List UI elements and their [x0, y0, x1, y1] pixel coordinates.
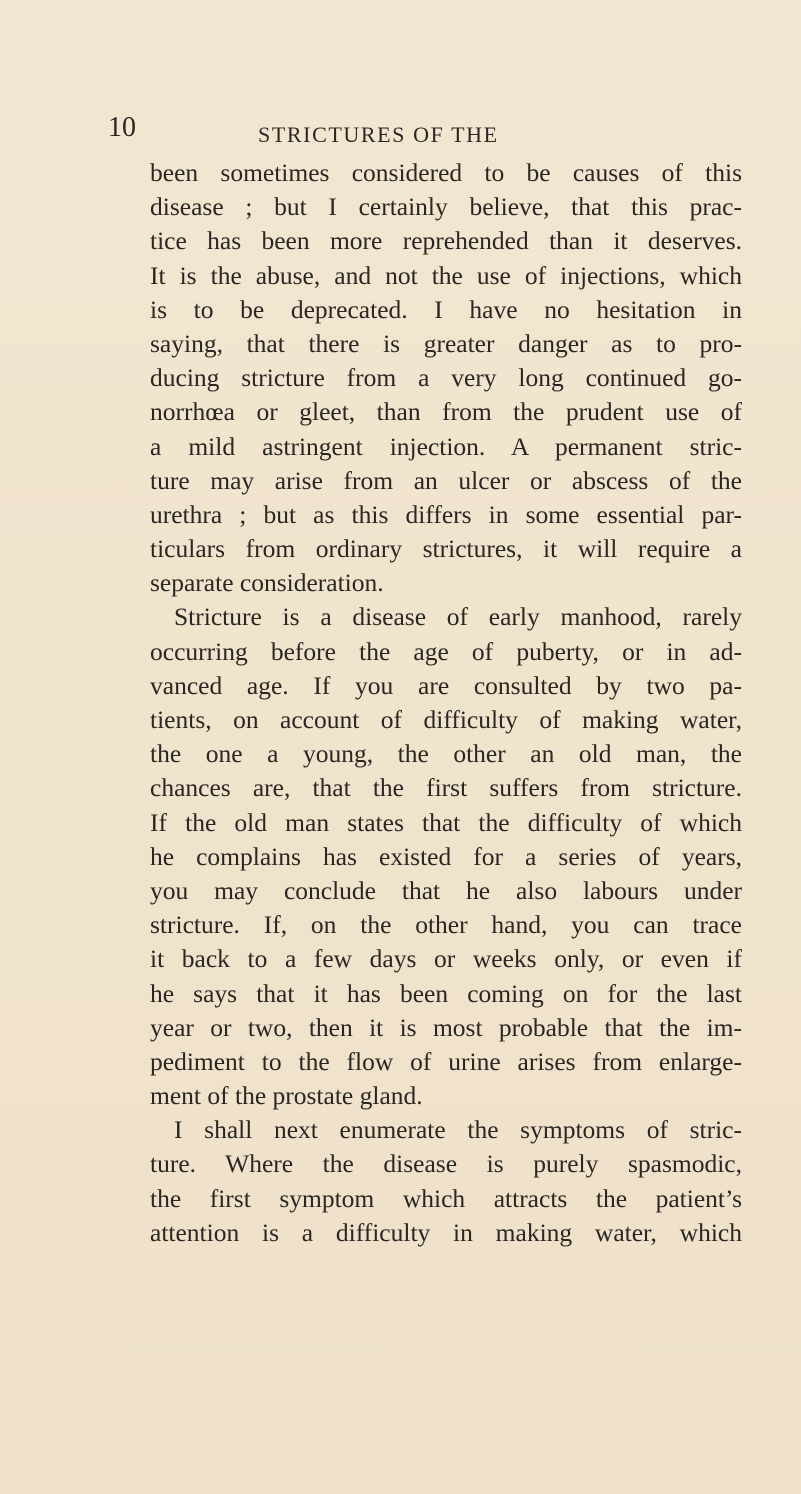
text-line: attention is a difficulty in making water, which [150, 1217, 742, 1247]
text-line: ducing stricture from a very long continued go- [150, 363, 742, 393]
text-line: the first symptom which attracts the patient’s [150, 1183, 742, 1213]
text-line: occurring before the age of puberty, or in ad- [150, 636, 742, 666]
text-line: It is the abuse, and not the use of injections, which [150, 260, 742, 290]
text-line: stricture. If, on the other hand, you can trace [150, 910, 742, 940]
text-line: a mild astringent injection. A permanent stric- [150, 431, 742, 461]
text-line: norrhœa or gleet, than from the prudent use of [150, 397, 742, 427]
text-line: been sometimes considered to be causes of this [150, 158, 742, 187]
text-line: he says that it has been coming on for the last [150, 978, 742, 1008]
text-line: year or two, then it is most probable that the im- [150, 1012, 742, 1042]
body-text [150, 156, 742, 1250]
text-line: he complains has existed for a series of years, [150, 841, 742, 871]
text-line: is to be deprecated. I have no hesitation in [150, 294, 742, 324]
text-line: ticulars from ordinary strictures, it will require a [150, 534, 742, 564]
text-line: tients, on account of difficulty of making water, [150, 705, 742, 734]
text-line: If the old man states that the difficulty of which [150, 807, 742, 837]
text-line: saying, that there is greater danger as to pro- [150, 328, 742, 358]
text-line: urethra ; but as this differs in some essential par- [150, 499, 742, 529]
text-line: Stricture is a disease of early manhood, rarely [174, 602, 742, 632]
text-line: the one a young, the other an old man, the [150, 739, 742, 769]
text-line: I shall next enumerate the symptoms of stric- [174, 1115, 742, 1145]
running-title: STRICTURES OF THE [258, 122, 499, 147]
text-line: ment of the prostate gland. [150, 1081, 423, 1111]
text-line: separate consideration. [150, 568, 384, 598]
text-line: pediment to the flow of urine arises from enlarge- [150, 1046, 742, 1076]
text-line: chances are, that the first suffers from stricture. [150, 773, 742, 803]
text-line: it back to a few days or weeks only, or even if [150, 944, 742, 974]
text-line: disease ; but I certainly believe, that this prac- [150, 192, 742, 222]
page-number: 10 [108, 112, 136, 143]
text-line: vanced age. If you are consulted by two pa- [150, 670, 742, 700]
text-line: ture may arise from an ulcer or abscess of the [150, 465, 742, 495]
text-line: you may conclude that he also labours under [150, 875, 742, 905]
text-line: ture. Where the disease is purely spasmodic, [150, 1149, 742, 1179]
text-line: tice has been more reprehended than it deserves. [150, 226, 742, 256]
